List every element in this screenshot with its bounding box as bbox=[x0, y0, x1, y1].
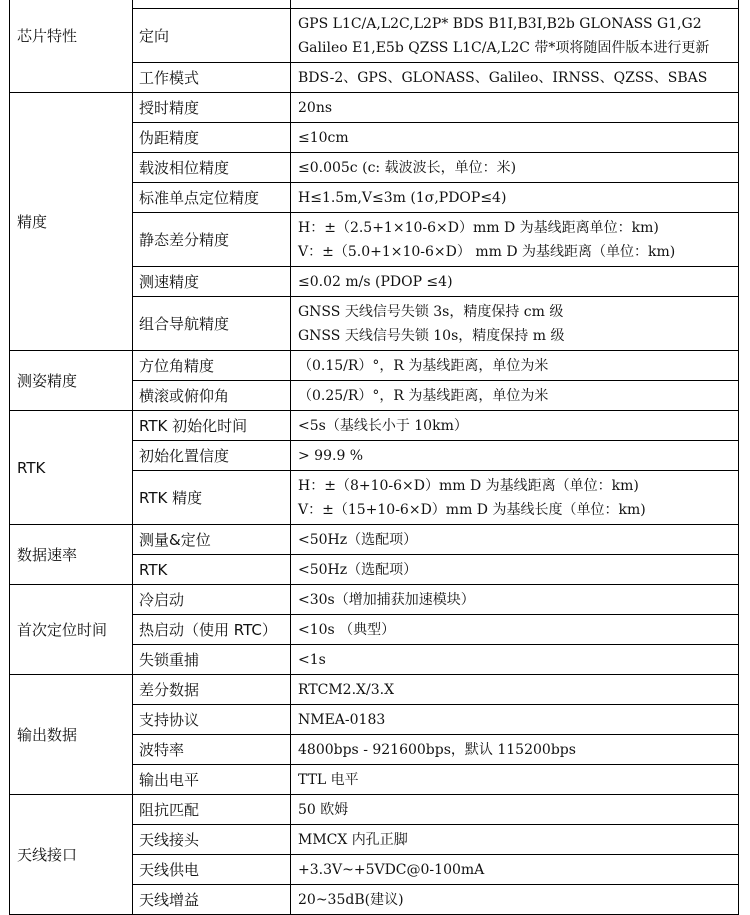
value-line: GNSS 天线信号失锁 10s，精度保持 m 级 bbox=[298, 327, 565, 344]
value-line: ≤10cm bbox=[298, 129, 349, 146]
item-name-cell: 标准单点定位精度 bbox=[133, 183, 291, 213]
value-line: <50Hz（选配项） bbox=[298, 561, 418, 578]
value-line: H：±（2.5+1×10-6×D）mm D 为基线距离单位：km) bbox=[298, 219, 659, 236]
item-value-cell bbox=[291, 615, 739, 645]
item-value-cell bbox=[291, 555, 739, 585]
item-name-cell: RTK 精度 bbox=[133, 471, 291, 525]
value-line: 20~35dB(建议) bbox=[298, 891, 404, 908]
item-value-cell bbox=[291, 123, 739, 153]
item-name-cell: 授时精度 bbox=[133, 93, 291, 123]
item-value-cell bbox=[291, 525, 739, 555]
item-name-cell: 静态差分精度 bbox=[133, 213, 291, 267]
item-value-cell bbox=[291, 183, 739, 213]
item-value-cell bbox=[291, 825, 739, 855]
item-name-cell: 天线接头 bbox=[133, 825, 291, 855]
value-line: V：±（5.0+1×10-6×D） mm D 为基线距离（单位：km) bbox=[298, 243, 676, 260]
spec-row bbox=[10, 795, 739, 825]
value-line: TTL 电平 bbox=[298, 771, 359, 788]
item-value-cell bbox=[291, 9, 739, 63]
value-line: Galileo E1,E5b QZSS L1C/A,L2C 带*项将随固件版本进行更新 bbox=[298, 39, 710, 56]
category-cell: 输出数据 bbox=[10, 675, 133, 795]
spec-row bbox=[10, 93, 739, 123]
value-line: （0.25/R）°，R 为基线距离，单位为米 bbox=[298, 387, 549, 404]
value-line: H：±（8+10-6×D）mm D 为基线距离（单位：km) bbox=[298, 477, 639, 494]
item-name-cell: 天线供电 bbox=[133, 855, 291, 885]
category-cell: 测姿精度 bbox=[10, 351, 133, 411]
item-value-cell bbox=[291, 675, 739, 705]
value-line: GNSS 天线信号失锁 3s，精度保持 cm 级 bbox=[298, 303, 564, 320]
value-line: <30s（增加捕获加速模块） bbox=[298, 591, 475, 608]
value-line: V：±（15+10-6×D）mm D 为基线长度（单位：km) bbox=[298, 501, 646, 518]
value-line: +3.3V~+5VDC@0-100mA bbox=[298, 861, 485, 878]
spec-table bbox=[9, 0, 739, 915]
category-cell: 芯片特性 bbox=[10, 0, 133, 93]
item-value-cell bbox=[291, 705, 739, 735]
spec-row bbox=[10, 585, 739, 615]
value-line: <10s （典型） bbox=[298, 621, 396, 638]
spec-row bbox=[10, 675, 739, 705]
item-name-cell: 天线增益 bbox=[133, 885, 291, 915]
item-value-cell bbox=[291, 765, 739, 795]
value-line: NMEA-0183 bbox=[298, 711, 386, 728]
item-value-cell bbox=[291, 153, 739, 183]
category-cell: RTK bbox=[10, 411, 133, 525]
value-line: 50 欧姆 bbox=[298, 801, 349, 818]
item-value-cell bbox=[291, 411, 739, 441]
spec-row bbox=[10, 525, 739, 555]
value-line: > 99.9 % bbox=[298, 447, 364, 464]
spec-sheet bbox=[9, 0, 739, 915]
value-line: （0.15/R）°，R 为基线距离，单位为米 bbox=[298, 357, 549, 374]
item-name-cell: 组合导航精度 bbox=[133, 297, 291, 351]
item-value-cell bbox=[291, 795, 739, 825]
item-name-cell: 热启动（使用 RTC） bbox=[133, 615, 291, 645]
item-value-cell bbox=[291, 93, 739, 123]
item-name-cell: 冷启动 bbox=[133, 585, 291, 615]
item-name-cell: 失锁重捕 bbox=[133, 645, 291, 675]
value-line: 4800bps - 921600bps，默认 115200bps bbox=[298, 741, 576, 758]
value-line: BDS-2、GPS、GLONASS、Galileo、IRNSS、QZSS、SBAS bbox=[298, 69, 708, 86]
category-cell: 首次定位时间 bbox=[10, 585, 133, 675]
value-line: GPS L1C/A,L2C,L2P* BDS B1I,B3I,B2b GLONASS G1,G2 bbox=[298, 15, 702, 32]
item-value-cell bbox=[291, 381, 739, 411]
item-name-cell: RTK 初始化时间 bbox=[133, 411, 291, 441]
item-name-cell: 测速精度 bbox=[133, 267, 291, 297]
item-name-cell: 支持协议 bbox=[133, 705, 291, 735]
spec-table-body bbox=[10, 0, 739, 915]
spec-row bbox=[10, 351, 739, 381]
value-line: ≤0.005c (c: 载波波长，单位：米) bbox=[298, 159, 517, 176]
item-name-cell: 工作模式 bbox=[133, 63, 291, 93]
value-line: <50Hz（选配项） bbox=[298, 531, 418, 548]
item-value-cell bbox=[291, 885, 739, 915]
item-value-cell bbox=[291, 471, 739, 525]
item-value-cell bbox=[291, 351, 739, 381]
item-name-cell: 阻抗匹配 bbox=[133, 795, 291, 825]
item-name-cell: 载波相位精度 bbox=[133, 153, 291, 183]
item-value-cell bbox=[291, 213, 739, 267]
item-value-cell bbox=[291, 63, 739, 93]
category-cell: 数据速率 bbox=[10, 525, 133, 585]
item-value-cell bbox=[291, 645, 739, 675]
item-name-cell: 输出电平 bbox=[133, 765, 291, 795]
item-name-cell: 定向 bbox=[133, 9, 291, 63]
value-line: <5s（基线长小于 10km） bbox=[298, 417, 468, 434]
item-value-cell bbox=[291, 585, 739, 615]
item-value-cell bbox=[291, 267, 739, 297]
item-name-cell: 波特率 bbox=[133, 735, 291, 765]
value-line: <1s bbox=[298, 651, 326, 668]
value-line: H≤1.5m,V≤3m (1σ,PDOP≤4) bbox=[298, 189, 507, 206]
item-name-cell: 测量&定位 bbox=[133, 525, 291, 555]
item-value-cell bbox=[291, 297, 739, 351]
value-line: 20ns bbox=[298, 99, 333, 116]
item-value-cell bbox=[291, 735, 739, 765]
category-cell: 精度 bbox=[10, 93, 133, 351]
spec-row bbox=[10, 0, 739, 9]
category-cell: 天线接口 bbox=[10, 795, 133, 915]
item-name-cell: 差分数据 bbox=[133, 675, 291, 705]
item-name-cell: 方位角精度 bbox=[133, 351, 291, 381]
value-line: ≤0.02 m/s (PDOP ≤4) bbox=[298, 273, 453, 290]
item-name-cell bbox=[133, 0, 291, 9]
item-value-cell bbox=[291, 855, 739, 885]
item-name-cell: 初始化置信度 bbox=[133, 441, 291, 471]
spec-row bbox=[10, 411, 739, 441]
value-line: MMCX 内孔正脚 bbox=[298, 831, 408, 848]
value-line: RTCM2.X/3.X bbox=[298, 681, 395, 698]
item-value-cell bbox=[291, 441, 739, 471]
item-name-cell: RTK bbox=[133, 555, 291, 585]
item-name-cell: 伪距精度 bbox=[133, 123, 291, 153]
item-name-cell: 横滚或俯仰角 bbox=[133, 381, 291, 411]
item-value-cell bbox=[291, 0, 739, 9]
